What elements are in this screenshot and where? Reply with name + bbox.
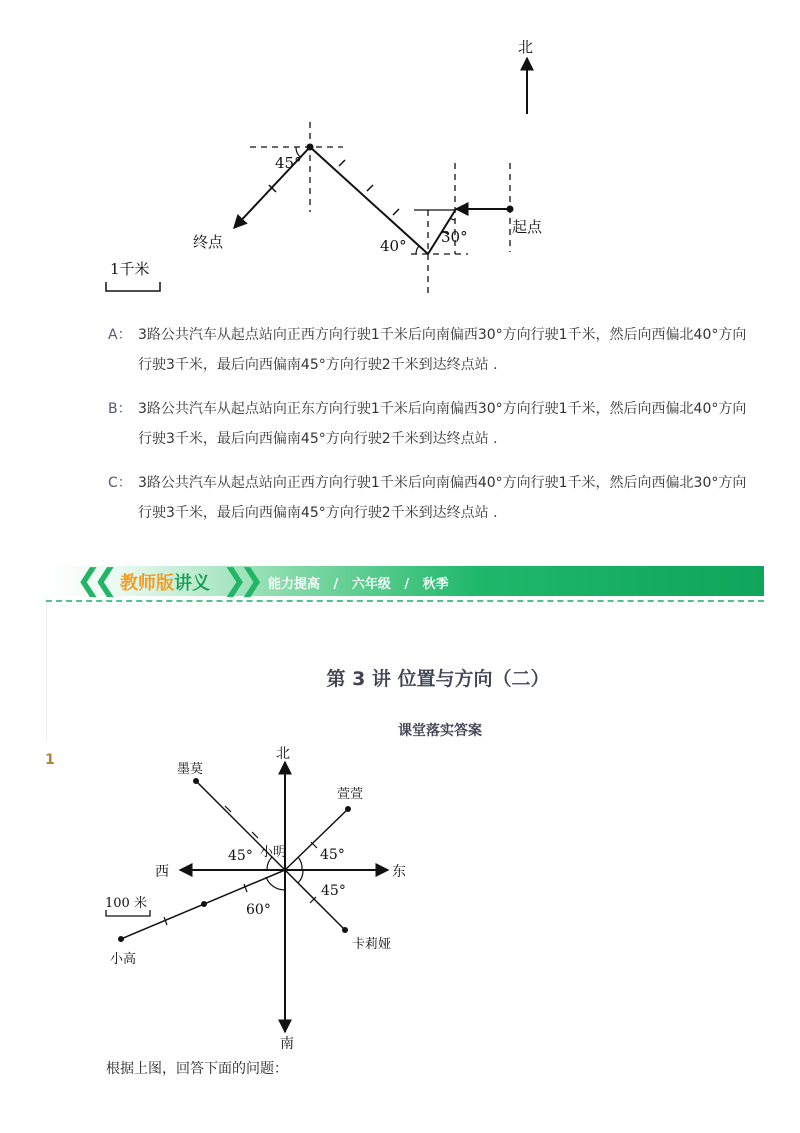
east-label: 东 bbox=[392, 864, 406, 880]
option-letter: A： bbox=[108, 327, 132, 343]
question-number: 1 bbox=[45, 752, 55, 768]
option-b[interactable] bbox=[108, 394, 748, 454]
breadcrumb bbox=[268, 573, 449, 592]
angle-label: 60° bbox=[246, 902, 271, 918]
ray-kaliya bbox=[285, 870, 345, 930]
divider bbox=[46, 600, 764, 602]
option-letter: C： bbox=[108, 475, 132, 491]
banner-title bbox=[120, 569, 210, 595]
breadcrumb-separator: / bbox=[404, 577, 410, 592]
angle-label: 45° bbox=[275, 154, 302, 172]
option-c[interactable] bbox=[108, 468, 748, 528]
north-label: 北 bbox=[276, 746, 290, 762]
option-a[interactable] bbox=[108, 320, 748, 380]
breadcrumb-item: 能力提高 bbox=[268, 577, 321, 592]
scale-label: 100 米 bbox=[105, 896, 147, 911]
angle-label: 30° bbox=[441, 228, 468, 246]
question-prompt: 根据上图，回答下面的问题： bbox=[106, 1061, 288, 1077]
angle-label: 45° bbox=[228, 848, 253, 864]
center-label: 小明 bbox=[260, 845, 287, 860]
option-text: 3路公共汽车从起点站向正东方向行驶1千米后向南偏西30°方向行驶1千米，然后向西偏北40°方向行驶3千米，最后向西偏南45°方向行驶2千米到达终点站 . bbox=[138, 401, 747, 447]
option-letter: B： bbox=[108, 401, 132, 417]
scale-bar bbox=[106, 282, 160, 291]
angle-label: 40° bbox=[380, 237, 407, 255]
section-subtitle: 课堂落实答案 bbox=[398, 723, 482, 739]
segment-north-west bbox=[310, 147, 428, 254]
start-label: 起点 bbox=[512, 218, 543, 236]
end-label: 终点 bbox=[193, 233, 224, 251]
route-diagram bbox=[0, 0, 800, 310]
xiaogao-label: 小高 bbox=[110, 952, 137, 967]
west-label: 西 bbox=[155, 864, 169, 880]
xuanxuan-label: 萱萱 bbox=[337, 787, 364, 802]
south-label: 南 bbox=[280, 1036, 294, 1052]
scale-label: 1千米 bbox=[110, 260, 150, 278]
direction-diagram bbox=[0, 740, 800, 1060]
page-title: 第 3 讲 位置与方向（二） bbox=[326, 668, 550, 690]
chevron-left-icon: ❮❮ bbox=[76, 563, 111, 598]
kaliya-label: 卡莉娅 bbox=[352, 937, 392, 952]
breadcrumb-separator: / bbox=[333, 577, 339, 592]
chevron-right-icon: ❯❯ bbox=[222, 563, 257, 598]
banner-title-part2: 讲义 bbox=[174, 573, 210, 594]
angle-label: 45° bbox=[321, 883, 346, 899]
option-text: 3路公共汽车从起点站向正西方向行驶1千米后向南偏西40°方向行驶1千米，然后向西偏北30°方向行驶3千米，最后向西偏南45°方向行驶2千米到达终点站 . bbox=[138, 475, 747, 521]
angle-label: 45° bbox=[320, 847, 345, 863]
momo-label: 墨莫 bbox=[177, 762, 204, 777]
banner-title-part1: 教师版 bbox=[120, 573, 174, 594]
breadcrumb-item: 秋季 bbox=[422, 577, 449, 592]
option-text: 3路公共汽车从起点站向正西方向行驶1千米后向南偏西30°方向行驶1千米，然后向西偏北40°方向行驶3千米，最后向西偏南45°方向行驶2千米到达终点站 . bbox=[138, 327, 747, 373]
north-label: 北 bbox=[518, 38, 534, 56]
breadcrumb-item: 六年级 bbox=[351, 577, 391, 592]
